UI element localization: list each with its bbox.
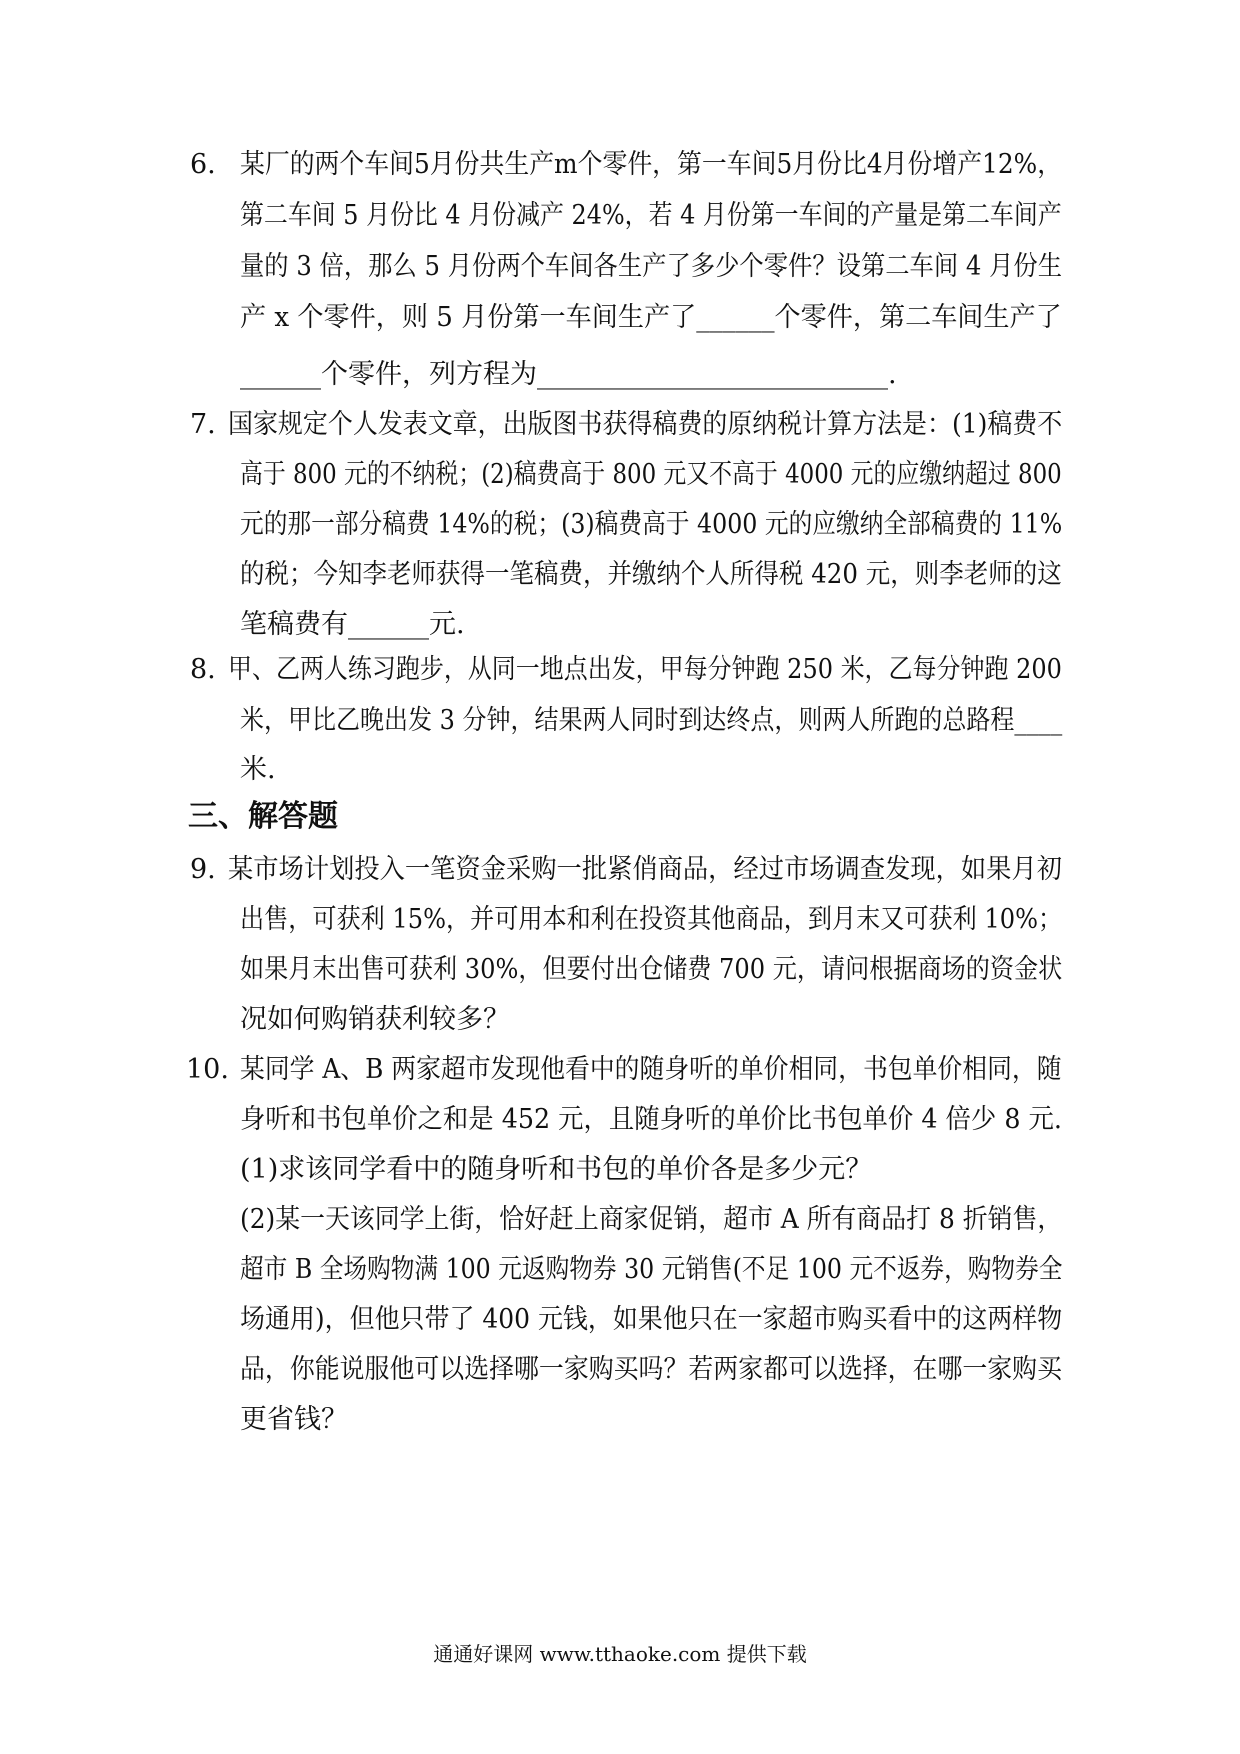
question-line: 某同学 A、B 两家超市发现他看中的随身听的单价相同，书包单价相同，随 [240,1054,1062,1085]
question-number: 7. [190,409,216,440]
question-line: 第二车间 5 月份比 4 月份减产 24%，若 4 月份第一车间的产量是第二车间产 [240,200,1062,231]
question-line: 身听和书包单价之和是 452 元，且随身听的单价比书包单价 4 倍少 8 元. [240,1104,1062,1135]
question-line: 甲、乙两人练习跑步，从同一地点出发，甲每分钟跑 250 米，乙每分钟跑 200 [228,654,1062,685]
question-number: 8. [190,654,216,685]
question-line: 如果月末出售可获利 30%，但要付出仓储费 700 元，请问根据商场的资金状 [240,954,1063,985]
question-line: ______个零件，列方程为__________________________. [240,359,897,390]
question-line: 的税；今知李老师获得一笔稿费，并缴纳个人所得税 420 元，则李老师的这 [240,559,1062,590]
question-number: 10. [186,1054,229,1085]
section-heading: 三、解答题 [188,799,338,834]
question-line: 笔稿费有______元. [240,609,465,640]
question-line: 米. [240,754,276,785]
question-number: 9. [190,854,216,885]
question-line: 更省钱？ [240,1404,348,1435]
question-line: 出售，可获利 15%，并可用本和利在投资其他商品，到月末又可获利 10%； [240,904,1063,935]
page-footer: 通通好课网 www.tthaoke.com 提供下载 [433,1642,807,1666]
question-line: 高于 800 元的不纳税；(2)稿费高于 800 元又不高于 4000 元的应缴纳超过 800 [240,459,1062,490]
question-line: 元的那一部分稿费 14%的税；(3)稿费高于 4000 元的应缴纳全部稿费的 11% [240,509,1063,540]
question-line: 品，你能说服他可以选择哪一家购买吗？若两家都可以选择，在哪一家购买 [240,1354,1062,1385]
question-line: 产 x 个零件，则 5 月份第一车间生产了______个零件，第二车间生产了 [240,302,1062,333]
question-line: (1)求该同学看中的随身听和书包的单价各是多少元？ [240,1154,873,1185]
question-number: 6. [190,149,216,180]
question-line: 米，甲比乙晚出发 3 分钟，结果两人同时到达终点，则两人所跑的总路程____ [240,705,1063,736]
question-line: 某厂的两个车间5月份共生产m个零件，第一车间5月份比4月份增产12%， [240,149,1063,180]
question-line: 场通用)，但他只带了 400 元钱，如果他只在一家超市购买看中的这两样物 [240,1304,1063,1335]
question-line: (2)某一天该同学上街，恰好赶上商家促销，超市 A 所有商品打 8 折销售， [240,1204,1063,1235]
question-line: 国家规定个人发表文章，出版图书获得稿费的原纳税计算方法是：(1)稿费不 [228,409,1063,440]
question-line: 况如何购销获利较多？ [240,1004,510,1035]
question-line: 某市场计划投入一笔资金采购一批紧俏商品，经过市场调查发现，如果月初 [228,854,1062,885]
question-line: 超市 B 全场购物满 100 元返购物券 30 元销售(不足 100 元不返券，购物券全 [240,1254,1063,1285]
question-line: 量的 3 倍，那么 5 月份两个车间各生产了多少个零件？设第二车间 4 月份生 [240,251,1063,282]
